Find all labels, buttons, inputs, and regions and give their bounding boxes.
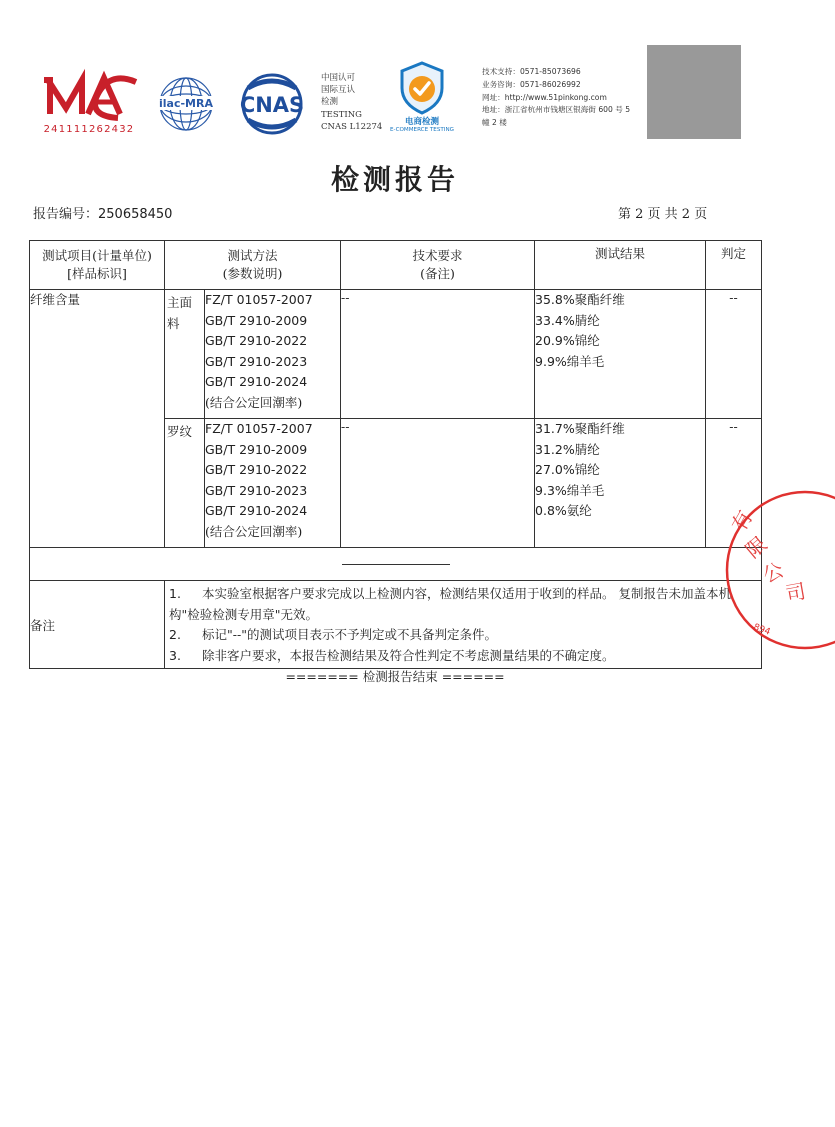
contact-info	[482, 66, 642, 130]
cert-line: 检测	[321, 97, 339, 108]
company-seal-stamp	[725, 475, 835, 655]
cnas-logo	[228, 72, 316, 136]
page-info: 第 2 页 共 2 页	[618, 207, 708, 222]
method-list: FZ/T 01057-2007 GB/T 2910-2009 GB/T 2910-2022 GB/T 2910-2023 GB/T 2910-2024 (结合公定回潮率)	[205, 419, 341, 548]
svg-text:公: 公	[758, 557, 788, 588]
cert-line: CNAS L12274	[321, 121, 383, 132]
contact-line: 网址：http://www.51pinkong.com	[482, 92, 607, 102]
requirement-value: --	[341, 290, 535, 419]
part-name: 罗纹	[165, 419, 205, 548]
header-test-method: 测试方法 (参数说明)	[165, 241, 341, 290]
test-results-table	[29, 240, 762, 669]
report-number	[33, 203, 172, 222]
cert-line: TESTING	[321, 109, 362, 120]
remark-item: 1. 本实验室根据客户要求完成以上检测内容，检测结果仅适用于收到的样品。 复制报告未加盖本机构"检验检测专用章"无效。	[169, 586, 731, 622]
svg-text:有: 有	[726, 506, 758, 536]
separator-line	[342, 564, 450, 565]
contact-line: 幢 2 楼	[482, 118, 507, 128]
ecommerce-testing-logo	[386, 60, 458, 138]
ilac-mra-logo	[150, 72, 222, 136]
remark-item: 2. 标记"--"的测试项目表示不予判定或不具备判定条件。	[169, 627, 497, 642]
table-header-row	[30, 241, 762, 290]
svg-text:CNAS: CNAS	[239, 93, 305, 117]
ecommerce-subtitle: E-COMMERCE TESTING	[390, 127, 454, 133]
contact-line: 业务咨询：0571-86026992	[482, 79, 581, 89]
remarks-label: 备注	[30, 581, 165, 669]
contact-line: 地址：浙江省杭州市钱塘区银海街 600 号 5	[482, 105, 631, 115]
table-row	[30, 290, 762, 419]
header-judge: 判定	[706, 241, 762, 290]
result-list: 31.7%聚酯纤维 31.2%腈纶 27.0%锦纶 9.3%绵羊毛 0.8%氨纶	[535, 419, 706, 548]
item-name: 纤维含量	[30, 290, 165, 548]
requirement-value: --	[341, 419, 535, 548]
end-of-report: ======= 检测报告结束 ======	[285, 669, 505, 684]
result-list: 35.8%聚酯纤维 33.4%腈纶 20.9%锦纶 9.9%绵羊毛	[535, 290, 706, 419]
cert-line: 中国认可	[321, 73, 356, 83]
report-number-value: 250658450	[98, 207, 173, 222]
svg-text:ilac-MRA: ilac-MRA	[159, 97, 213, 110]
qr-code-placeholder	[647, 45, 741, 139]
contact-line: 技术支持：0571-85073696	[482, 67, 581, 76]
header-test-item: 测试项目(计量单位) [样品标识]	[30, 241, 165, 290]
ecommerce-title: 电商检测	[404, 117, 439, 127]
part-name: 主面料	[165, 290, 205, 419]
cert-line: 国际互认	[321, 85, 356, 96]
report-number-label: 报告编号：	[33, 207, 99, 222]
svg-text:限: 限	[740, 531, 772, 563]
report-title: 检测报告	[330, 163, 459, 196]
judge-value: --	[706, 290, 762, 419]
cma-logo	[38, 72, 140, 136]
cma-number: 241111262432	[43, 124, 135, 135]
svg-text:894: 894	[751, 622, 772, 638]
svg-text:司: 司	[783, 578, 808, 606]
cert-text	[321, 72, 382, 133]
remarks-content	[165, 581, 762, 669]
header-result: 测试结果	[535, 241, 706, 290]
judge-value: --	[706, 419, 762, 548]
remarks-row	[30, 581, 762, 669]
separator-row	[30, 548, 762, 581]
remark-item: 3. 除非客户要求，本报告检测结果及符合性判定不考虑测量结果的不确定度。	[169, 647, 615, 663]
method-list: FZ/T 01057-2007 GB/T 2910-2009 GB/T 2910-2022 GB/T 2910-2023 GB/T 2910-2024 (结合公定回潮率)	[205, 290, 341, 419]
header-requirement: 技术要求 (备注)	[341, 241, 535, 290]
